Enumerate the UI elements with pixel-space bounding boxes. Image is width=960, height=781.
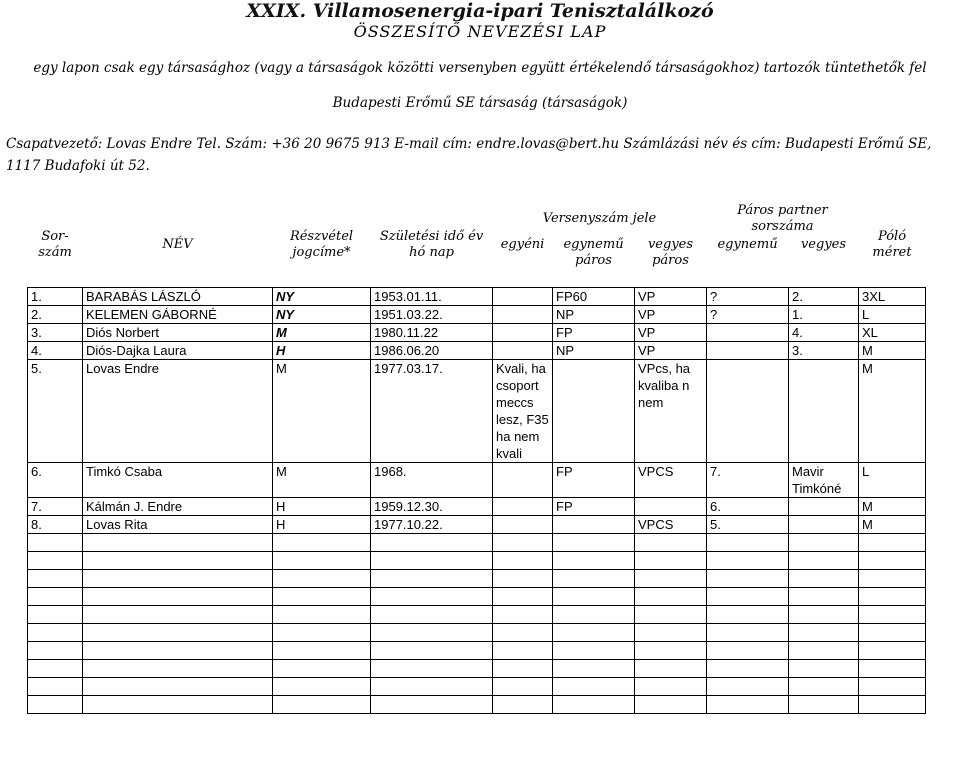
empty-cell[interactable]: [789, 623, 859, 641]
cell-no: 1.: [28, 287, 83, 305]
empty-cell[interactable]: [553, 533, 635, 551]
empty-cell[interactable]: [553, 551, 635, 569]
cell-birth: 1953.01.11.: [371, 287, 493, 305]
cell-jog: NY: [273, 305, 371, 323]
empty-cell[interactable]: [707, 623, 789, 641]
cell-egynemu: FP: [553, 497, 635, 515]
header-paros-partner: Páros partner sorszáma: [737, 203, 828, 234]
empty-row: [28, 623, 926, 641]
cell-p-egy: ?: [707, 287, 789, 305]
empty-cell[interactable]: [789, 587, 859, 605]
header-egyeni: egyéni: [500, 237, 545, 252]
empty-row: [28, 695, 926, 713]
cell-vegyes: [635, 497, 707, 515]
empty-cell[interactable]: [273, 551, 371, 569]
cell-polo: L: [859, 305, 926, 323]
table-row: [28, 515, 926, 533]
empty-cell[interactable]: [707, 677, 789, 695]
empty-row: [28, 587, 926, 605]
empty-cell[interactable]: [859, 677, 926, 695]
cell-p-egy: [707, 359, 789, 462]
entry-table: [27, 203, 926, 714]
empty-cell[interactable]: [859, 569, 926, 587]
cell-no: 8.: [28, 515, 83, 533]
cell-egyeni: [493, 515, 553, 533]
empty-cell[interactable]: [707, 551, 789, 569]
cell-p-veg: [789, 515, 859, 533]
empty-cell[interactable]: [371, 659, 493, 677]
empty-cell[interactable]: [493, 641, 553, 659]
empty-cell[interactable]: [28, 605, 83, 623]
empty-cell[interactable]: [83, 533, 273, 551]
cell-egynemu: [553, 515, 635, 533]
empty-cell[interactable]: [493, 623, 553, 641]
empty-cell[interactable]: [789, 641, 859, 659]
header-sorszam: Sor-szám: [38, 228, 72, 260]
empty-cell[interactable]: [553, 695, 635, 713]
cell-jog: H: [273, 515, 371, 533]
cell-vegyes: VPCS: [635, 515, 707, 533]
empty-cell[interactable]: [28, 569, 83, 587]
empty-cell[interactable]: [493, 551, 553, 569]
cell-p-veg: 2.: [789, 287, 859, 305]
cell-p-veg: 1.: [789, 305, 859, 323]
cell-egynemu: [553, 359, 635, 462]
table-row: [28, 287, 926, 305]
cell-p-egy: 7.: [707, 462, 789, 497]
empty-row: [28, 605, 926, 623]
empty-cell[interactable]: [273, 569, 371, 587]
empty-cell[interactable]: [273, 677, 371, 695]
cell-polo: L: [859, 462, 926, 497]
cell-p-egy: ?: [707, 305, 789, 323]
empty-cell[interactable]: [28, 551, 83, 569]
table-row: [28, 497, 926, 515]
header-szuletesi: Születési idő év hó nap: [379, 228, 484, 260]
empty-cell[interactable]: [707, 641, 789, 659]
empty-cell[interactable]: [273, 605, 371, 623]
cell-birth: 1986.06.20: [371, 341, 493, 359]
empty-cell[interactable]: [553, 641, 635, 659]
cell-vegyes: VP: [635, 323, 707, 341]
empty-cell[interactable]: [635, 695, 707, 713]
cell-p-veg: [789, 497, 859, 515]
empty-cell[interactable]: [789, 551, 859, 569]
cell-p-egy: [707, 341, 789, 359]
empty-cell[interactable]: [371, 623, 493, 641]
cell-p-veg: 3.: [789, 341, 859, 359]
empty-cell[interactable]: [83, 677, 273, 695]
cell-birth: 1959.12.30.: [371, 497, 493, 515]
cell-polo: M: [859, 497, 926, 515]
cell-name: Kálmán J. Endre: [83, 497, 273, 515]
empty-cell[interactable]: [635, 587, 707, 605]
empty-cell[interactable]: [859, 605, 926, 623]
empty-cell[interactable]: [789, 695, 859, 713]
cell-egyeni: [493, 323, 553, 341]
cell-name: BARABÁS LÁSZLÓ: [83, 287, 273, 305]
cell-egynemu: NP: [553, 341, 635, 359]
empty-row: [28, 533, 926, 551]
empty-cell[interactable]: [493, 587, 553, 605]
empty-cell[interactable]: [859, 695, 926, 713]
empty-cell[interactable]: [371, 551, 493, 569]
empty-cell[interactable]: [28, 587, 83, 605]
empty-cell[interactable]: [635, 569, 707, 587]
empty-cell[interactable]: [553, 569, 635, 587]
cell-vegyes: VP: [635, 305, 707, 323]
empty-cell[interactable]: [83, 641, 273, 659]
cell-vegyes: VPCS: [635, 462, 707, 497]
empty-cell[interactable]: [28, 641, 83, 659]
empty-cell[interactable]: [371, 587, 493, 605]
cell-p-veg: 4.: [789, 323, 859, 341]
header-polo: Póló méret: [872, 228, 912, 260]
empty-cell[interactable]: [273, 587, 371, 605]
cell-jog: M: [273, 323, 371, 341]
header-versenyszam: Versenyszám jele: [542, 211, 657, 226]
empty-cell[interactable]: [707, 659, 789, 677]
empty-cell[interactable]: [635, 533, 707, 551]
empty-cell[interactable]: [28, 695, 83, 713]
empty-cell[interactable]: [493, 695, 553, 713]
empty-cell[interactable]: [707, 569, 789, 587]
cell-birth: 1968.: [371, 462, 493, 497]
empty-cell[interactable]: [28, 533, 83, 551]
empty-cell[interactable]: [493, 677, 553, 695]
cell-name: Lovas Endre: [83, 359, 273, 462]
table-row: [28, 359, 926, 462]
empty-cell[interactable]: [635, 605, 707, 623]
document-subtitle: ÖSSZESÍTŐ NEVEZÉSI LAP: [353, 22, 607, 41]
empty-cell[interactable]: [371, 641, 493, 659]
cell-name: Lovas Rita: [83, 515, 273, 533]
cell-no: 7.: [28, 497, 83, 515]
cell-egynemu: FP: [553, 323, 635, 341]
cell-egynemu: FP: [553, 462, 635, 497]
cell-egynemu: NP: [553, 305, 635, 323]
header-partner-egynemu: egynemű: [717, 237, 778, 252]
team-leader-info: [6, 133, 956, 177]
cell-vegyes: VPcs, ha kvaliba n nem: [635, 359, 707, 462]
empty-cell[interactable]: [859, 641, 926, 659]
cell-jog: M: [273, 462, 371, 497]
empty-cell[interactable]: [493, 659, 553, 677]
empty-cell[interactable]: [553, 677, 635, 695]
empty-cell[interactable]: [28, 659, 83, 677]
empty-cell[interactable]: [859, 533, 926, 551]
empty-cell[interactable]: [28, 677, 83, 695]
table-row: [28, 462, 926, 497]
empty-cell[interactable]: [493, 569, 553, 587]
leader-line-1: Csapatvezető: Lovas Endre Tel. Szám: +36 20 9675 913 E-mail cím: endre.lovas@bert.hu Számlázási név és cím: Budapesti Erőmű SE,: [6, 136, 932, 152]
cell-egyeni: [493, 341, 553, 359]
empty-row: [28, 551, 926, 569]
empty-row: [28, 677, 926, 695]
empty-cell[interactable]: [707, 533, 789, 551]
cell-jog: H: [273, 497, 371, 515]
empty-cell[interactable]: [789, 533, 859, 551]
empty-cell[interactable]: [273, 623, 371, 641]
empty-cell[interactable]: [635, 623, 707, 641]
empty-cell[interactable]: [371, 605, 493, 623]
empty-cell[interactable]: [707, 695, 789, 713]
cell-vegyes: VP: [635, 287, 707, 305]
cell-p-egy: 6.: [707, 497, 789, 515]
cell-birth: 1977.10.22.: [371, 515, 493, 533]
header-reszvetel: Részvétel jogcíme*: [289, 228, 354, 260]
empty-cell[interactable]: [635, 659, 707, 677]
cell-jog: M: [273, 359, 371, 462]
cell-no: 5.: [28, 359, 83, 462]
cell-no: 6.: [28, 462, 83, 497]
header-egynemu-paros: egynemű páros: [563, 237, 624, 268]
instruction-text: egy lapon csak egy társasághoz (vagy a társaságok közötti versenyben együtt értékelendő társaságokhoz) tartozók tüntethetők fel: [33, 60, 927, 76]
header-vegyes-paros: vegyes páros: [647, 237, 694, 268]
cell-p-egy: 5.: [707, 515, 789, 533]
empty-cell[interactable]: [553, 623, 635, 641]
empty-row: [28, 569, 926, 587]
empty-cell[interactable]: [371, 569, 493, 587]
cell-polo: M: [859, 341, 926, 359]
table-row: [28, 341, 926, 359]
empty-cell[interactable]: [83, 623, 273, 641]
empty-row: [28, 641, 926, 659]
empty-cell[interactable]: [789, 605, 859, 623]
header-partner-vegyes: vegyes: [800, 237, 847, 252]
cell-polo: M: [859, 515, 926, 533]
empty-cell[interactable]: [859, 551, 926, 569]
empty-row: [28, 659, 926, 677]
cell-jog: NY: [273, 287, 371, 305]
empty-cell[interactable]: [273, 695, 371, 713]
empty-cell[interactable]: [83, 605, 273, 623]
empty-cell[interactable]: [83, 587, 273, 605]
cell-egyeni: [493, 287, 553, 305]
empty-cell[interactable]: [789, 659, 859, 677]
cell-no: 2.: [28, 305, 83, 323]
cell-birth: 1951.03.22.: [371, 305, 493, 323]
cell-birth: 1980.11.22: [371, 323, 493, 341]
empty-cell[interactable]: [371, 677, 493, 695]
table-row: [28, 323, 926, 341]
empty-cell[interactable]: [273, 641, 371, 659]
empty-cell[interactable]: [707, 605, 789, 623]
cell-name: KELEMEN GÁBORNÉ: [83, 305, 273, 323]
cell-birth: 1977.03.17.: [371, 359, 493, 462]
cell-egyeni: Kvali, ha csoport meccs lesz, F35 ha nem kvali: [493, 359, 553, 462]
empty-cell[interactable]: [493, 533, 553, 551]
empty-cell[interactable]: [371, 533, 493, 551]
cell-vegyes: VP: [635, 341, 707, 359]
cell-name: Timkó Csaba: [83, 462, 273, 497]
empty-cell[interactable]: [28, 623, 83, 641]
cell-name: Diós-Dajka Laura: [83, 341, 273, 359]
cell-p-veg: [789, 359, 859, 462]
cell-polo: M: [859, 359, 926, 462]
empty-cell[interactable]: [789, 569, 859, 587]
empty-cell[interactable]: [859, 623, 926, 641]
empty-cell[interactable]: [707, 587, 789, 605]
cell-jog: H: [273, 341, 371, 359]
cell-egyeni: [493, 305, 553, 323]
empty-cell[interactable]: [635, 677, 707, 695]
leader-line-2: 1117 Budafoki út 52.: [6, 158, 150, 174]
empty-cell[interactable]: [859, 659, 926, 677]
empty-cell[interactable]: [859, 587, 926, 605]
company-name: Budapesti Erőmű SE társaság (társaságok): [332, 95, 628, 111]
cell-no: 4.: [28, 341, 83, 359]
empty-cell[interactable]: [273, 533, 371, 551]
empty-cell[interactable]: [635, 641, 707, 659]
empty-cell[interactable]: [789, 677, 859, 695]
empty-cell[interactable]: [493, 605, 553, 623]
empty-cell[interactable]: [371, 695, 493, 713]
header-nev: NÉV: [162, 236, 193, 252]
empty-cell[interactable]: [553, 605, 635, 623]
cell-egynemu: FP60: [553, 287, 635, 305]
table-row: [28, 305, 926, 323]
cell-polo: XL: [859, 323, 926, 341]
cell-egyeni: [493, 497, 553, 515]
empty-cell[interactable]: [83, 695, 273, 713]
document-title: XXIX. Villamosenergia-ipari Tenisztalálkozó: [246, 0, 714, 22]
empty-cell[interactable]: [83, 569, 273, 587]
empty-cell[interactable]: [273, 659, 371, 677]
cell-egyeni: [493, 462, 553, 497]
empty-cell[interactable]: [83, 659, 273, 677]
empty-cell[interactable]: [83, 551, 273, 569]
empty-cell[interactable]: [553, 659, 635, 677]
empty-cell[interactable]: [553, 587, 635, 605]
cell-no: 3.: [28, 323, 83, 341]
cell-polo: 3XL: [859, 287, 926, 305]
cell-p-egy: [707, 323, 789, 341]
empty-cell[interactable]: [635, 551, 707, 569]
cell-name: Diós Norbert: [83, 323, 273, 341]
cell-p-veg: Mavir Timkóné: [789, 462, 859, 497]
